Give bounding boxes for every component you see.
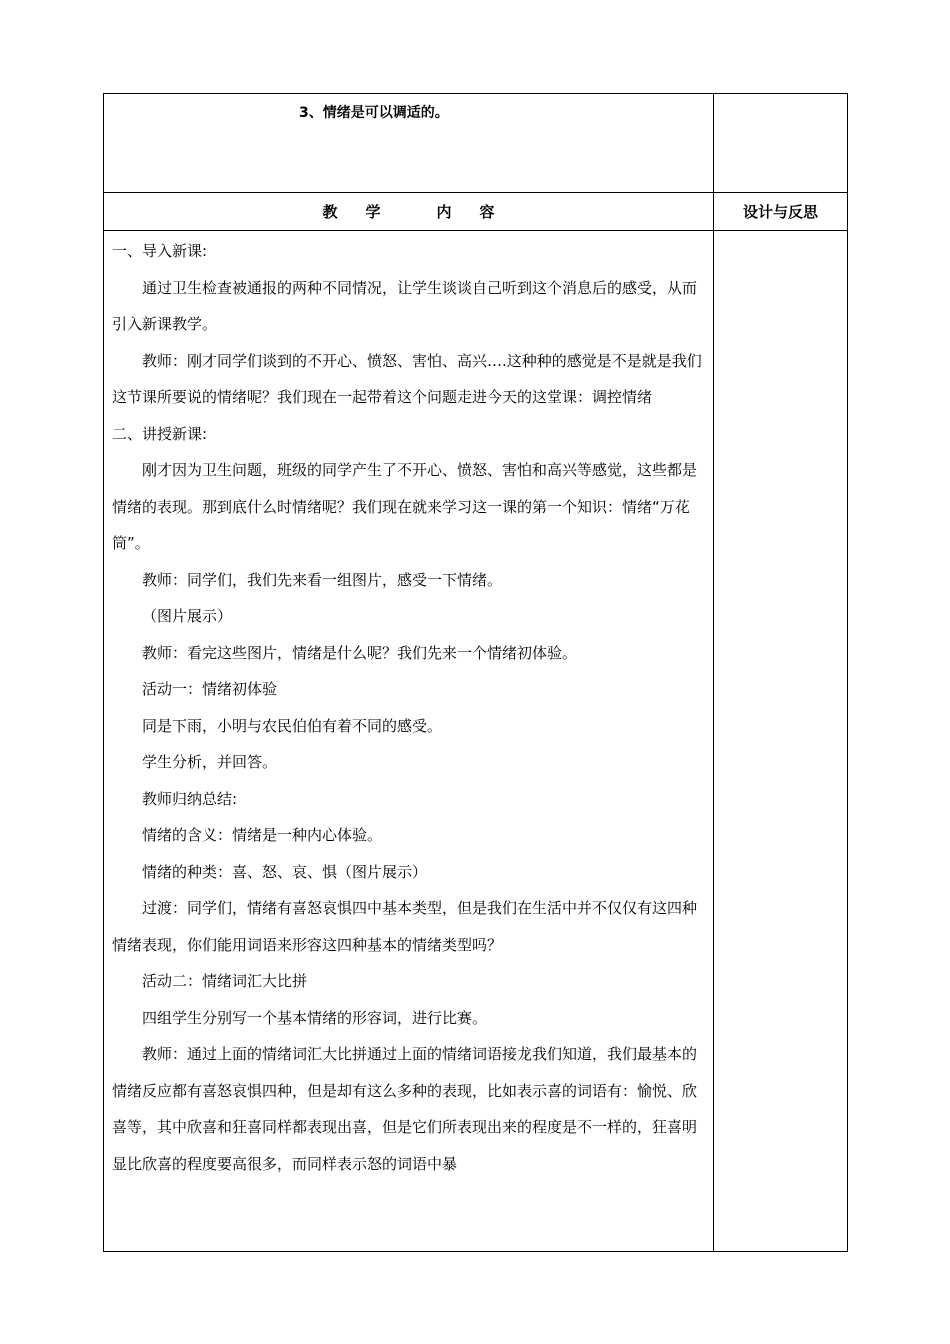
- paragraph: 四组学生分别写一个基本情绪的形容词，进行比赛。: [142, 1008, 488, 1027]
- paragraph: 过渡：同学们，情绪有喜怒哀惧四中基本类型，但是我们在生活中并不仅仅有这四种情绪表现，你们能用词语来形容这四种基本的情绪类型吗？: [112, 899, 698, 954]
- header-char: 内: [436, 203, 452, 221]
- paragraph: 活动一：情绪初体验: [142, 680, 278, 698]
- paragraph: （图片展示）: [142, 607, 233, 625]
- header-row: [104, 193, 848, 231]
- paragraph: 通过卫生检查被通报的两种不同情况，让学生谈谈自己听到这个消息后的感受，从而引入新课教学。: [112, 278, 698, 333]
- paragraph: 同是下雨，小明与农民伯伯有着不同的感受。: [142, 716, 443, 735]
- paragraph: 教师：同学们，我们先来看一组图片，感受一下情绪。: [142, 570, 503, 589]
- lesson-plan-table: [103, 93, 848, 1252]
- paragraph: 情绪的含义：情绪是一种内心体验。: [142, 826, 383, 844]
- section-heading: 二、讲授新课:: [112, 424, 208, 443]
- paragraph: 教师：通过上面的情绪词汇大比拼通过上面的情绪词语接龙我们知道，我们最基本的情绪反应都有喜怒哀惧四种，但是却有这么多种的表现，比如表示喜的词语有：愉悦、欣喜等，其中欣喜和狂喜同样都表现出喜，但是它们所表现出来的程度是不一样的，狂喜明显比欣喜的程度要高很多，而同样表示怒的词语中暴: [112, 1045, 698, 1173]
- paragraph: 教师：刚才同学们谈到的不开心、愤怒、害怕、高兴….这种种的感觉是不是就是我们这节课所要说的情绪呢？我们现在一起带着这个问题走进今天的这堂课：调控情绪: [112, 351, 702, 406]
- paragraph: 学生分析，并回答。: [142, 753, 278, 771]
- reflection-cell: [714, 231, 848, 1252]
- goal-row: [104, 94, 848, 193]
- header-char: 教: [322, 203, 338, 221]
- paragraph: 活动二：情绪词汇大比拼: [142, 972, 308, 990]
- lesson-content: [104, 231, 713, 1182]
- content-cell: [104, 231, 714, 1252]
- goal-text: 3、情绪是可以调适的。: [299, 105, 449, 121]
- body-row: [104, 231, 848, 1252]
- goal-side-cell: [714, 94, 848, 193]
- header-char: 学: [365, 203, 381, 221]
- paragraph: 教师归纳总结:: [142, 789, 238, 808]
- design-reflection-header: 设计与反思: [714, 193, 848, 231]
- paragraph: 刚才因为卫生问题，班级的同学产生了不开心、愤怒、害怕和高兴等感觉，这些都是情绪的表现。那到底什么时情绪呢？我们现在就来学习这一课的第一个知识：情绪“万花筒”。: [112, 461, 698, 552]
- paragraph: 情绪的种类：喜、怒、哀、惧（图片展示）: [142, 862, 428, 881]
- goal-cell: [104, 94, 714, 193]
- header-char: 容: [479, 203, 495, 221]
- section-heading: 一、导入新课:: [112, 242, 208, 260]
- teaching-content-header: [104, 193, 714, 231]
- paragraph: 教师：看完这些图片，情绪是什么呢？我们先来一个情绪初体验。: [142, 643, 578, 662]
